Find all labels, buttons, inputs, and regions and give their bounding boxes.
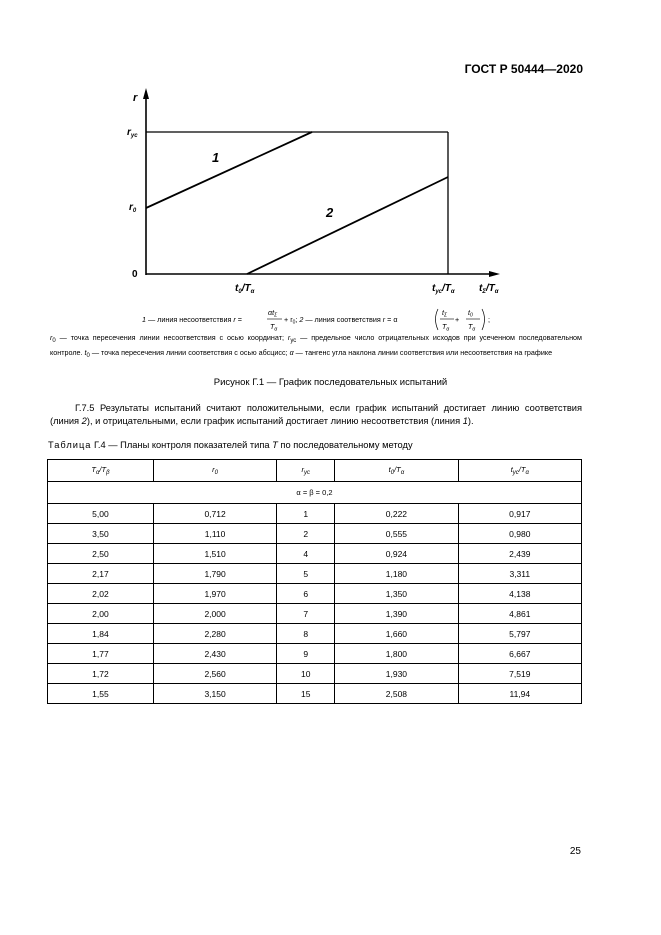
svg-text:Tα: $T_\alpha$	[270, 322, 278, 333]
table-cell: 0,924	[335, 544, 458, 564]
svg-text:Tα: $T_\alpha$	[468, 322, 476, 333]
table-cell: 2,439	[458, 544, 581, 564]
table-cell: 5,00	[48, 504, 154, 524]
table-row	[48, 544, 582, 564]
sequential-test-graph	[0, 0, 661, 300]
svg-text:1 — линия несоответствия r =: 1 — линия несоответствия r =	[142, 315, 242, 324]
y-tick-zero: 0	[132, 269, 138, 280]
table-cell: 5	[277, 564, 335, 584]
figure-caption: Рисунок Г.1 — График последовательных испытаний	[213, 377, 448, 388]
table-span-row	[48, 482, 582, 504]
table-cell: 1,180	[335, 564, 458, 584]
table-cell: 3,50	[48, 524, 154, 544]
header-r0: $r_0$	[153, 460, 276, 482]
table-header-row	[48, 460, 582, 482]
table-cell: 6	[277, 584, 335, 604]
svg-text:+ r0; 2 — линия соответствия r: + $r_0$; 2 — линия соответствия r = α	[284, 315, 398, 326]
x-tick-tyc: $t_{ус}/T_\alpha$	[432, 283, 455, 295]
table-row	[48, 644, 582, 664]
table-cell: 1,84	[48, 624, 154, 644]
table-cell: 6,667	[458, 644, 581, 664]
table-cell: 0,712	[153, 504, 276, 524]
table-cell: 3,311	[458, 564, 581, 584]
table-row	[48, 624, 582, 644]
line-2-conformity	[247, 177, 448, 274]
svg-text:+: +	[455, 315, 460, 324]
y-tick-r0: $r_0$	[129, 202, 137, 214]
line-1-nonconformity	[146, 132, 312, 208]
table-cell: 1	[277, 504, 335, 524]
line-1-label: 1	[212, 150, 220, 165]
table-cell: 2,000	[153, 604, 276, 624]
table-cell: 3,150	[153, 684, 276, 704]
table-cell: 1,660	[335, 624, 458, 644]
table-row	[48, 664, 582, 684]
table-cell: 7	[277, 604, 335, 624]
header-ryc: $r_{ус}$	[277, 460, 335, 482]
table-cell: 4,138	[458, 584, 581, 604]
y-axis-arrow	[143, 88, 149, 99]
table-cell: 4	[277, 544, 335, 564]
control-plans-table	[47, 459, 582, 704]
table-cell: 1,800	[335, 644, 458, 664]
table-cell: 4,861	[458, 604, 581, 624]
y-tick-ryc: $r_{ус}$	[127, 127, 138, 139]
table-cell: 2,560	[153, 664, 276, 684]
table-cell: 15	[277, 684, 335, 704]
table-cell: 2,430	[153, 644, 276, 664]
table-row	[48, 604, 582, 624]
table-row	[48, 524, 582, 544]
table-row	[48, 504, 582, 524]
figure-legend-notes: $r_0$ — точка пересечения линии несоответствия с осью координат; $r_{ус}$ — предельное число отрицательных исходов при усеченном последовательном контроле. $t_0$ — точка пересечения линии соответствия с осью абсцисс; α — тангенс угла наклона линии соответствия или несоответствия на графике	[50, 333, 582, 359]
table-cell: 2,02	[48, 584, 154, 604]
table-cell: 1,350	[335, 584, 458, 604]
svg-text:;: ;	[488, 315, 490, 324]
header-ta-tb: $T_\alpha/T_\beta$	[48, 460, 154, 482]
table-cell: 11,94	[458, 684, 581, 704]
table-cell: 0,555	[335, 524, 458, 544]
document-header: ГОСТ Р 50444—2020	[464, 62, 583, 76]
y-axis-label: r	[133, 92, 138, 104]
header-tyc-ta: $t_{ус}/T_\alpha$	[458, 460, 581, 482]
table-cell: 1,77	[48, 644, 154, 664]
table-cell: 1,72	[48, 664, 154, 684]
table-cell: 1,390	[335, 604, 458, 624]
table-cell: 1,970	[153, 584, 276, 604]
table-cell: 2,280	[153, 624, 276, 644]
x-axis-arrow	[489, 271, 500, 277]
table-row	[48, 684, 582, 704]
table-cell: 2,50	[48, 544, 154, 564]
page-number: 25	[569, 846, 581, 857]
table-cell: 1,110	[153, 524, 276, 544]
figure-legend-formulas	[142, 304, 542, 334]
svg-text:tΣ: $t_\Sigma$	[442, 308, 447, 319]
table-cell: 9	[277, 644, 335, 664]
table-cell: 2,00	[48, 604, 154, 624]
table-cell: 10	[277, 664, 335, 684]
table-cell: 1,55	[48, 684, 154, 704]
table-cell: 5,797	[458, 624, 581, 644]
svg-text:αtΣ: $\alpha t_\Sigma$	[268, 308, 278, 319]
header-t0-ta: $t_0/T_\alpha$	[335, 460, 458, 482]
line-2-label: 2	[326, 205, 334, 220]
table-cell: 7,519	[458, 664, 581, 684]
x-axis-label: $t_\Sigma/T_\alpha$	[479, 283, 499, 295]
x-tick-t0: $t_0/T_\alpha$	[235, 283, 255, 295]
table-cell: 0,980	[458, 524, 581, 544]
table-cell: 1,790	[153, 564, 276, 584]
svg-text:t0: $t_0$	[468, 308, 473, 319]
table-cell: 2,508	[335, 684, 458, 704]
table-cell: 0,222	[335, 504, 458, 524]
table-cell: 0,917	[458, 504, 581, 524]
table-cell: 2,17	[48, 564, 154, 584]
alpha-beta-row: α = β = 0,2	[48, 482, 582, 504]
table-title: Таблица Г.4 — Планы контроля показателей типа T по последовательному методу	[48, 440, 413, 450]
svg-text:Tα: $T_\alpha$	[442, 322, 450, 333]
table-cell: 1,930	[335, 664, 458, 684]
table-row	[48, 584, 582, 604]
table-row	[48, 564, 582, 584]
table-cell: 8	[277, 624, 335, 644]
table-cell: 2	[277, 524, 335, 544]
table-cell: 1,510	[153, 544, 276, 564]
paragraph-g-7-5: Г.7.5 Результаты испытаний считают положительными, если график испытаний достигает линию соответствия (линия 2), и отрицательными, если график испытаний достигает линию несоответствия (линия 1).	[50, 403, 582, 426]
